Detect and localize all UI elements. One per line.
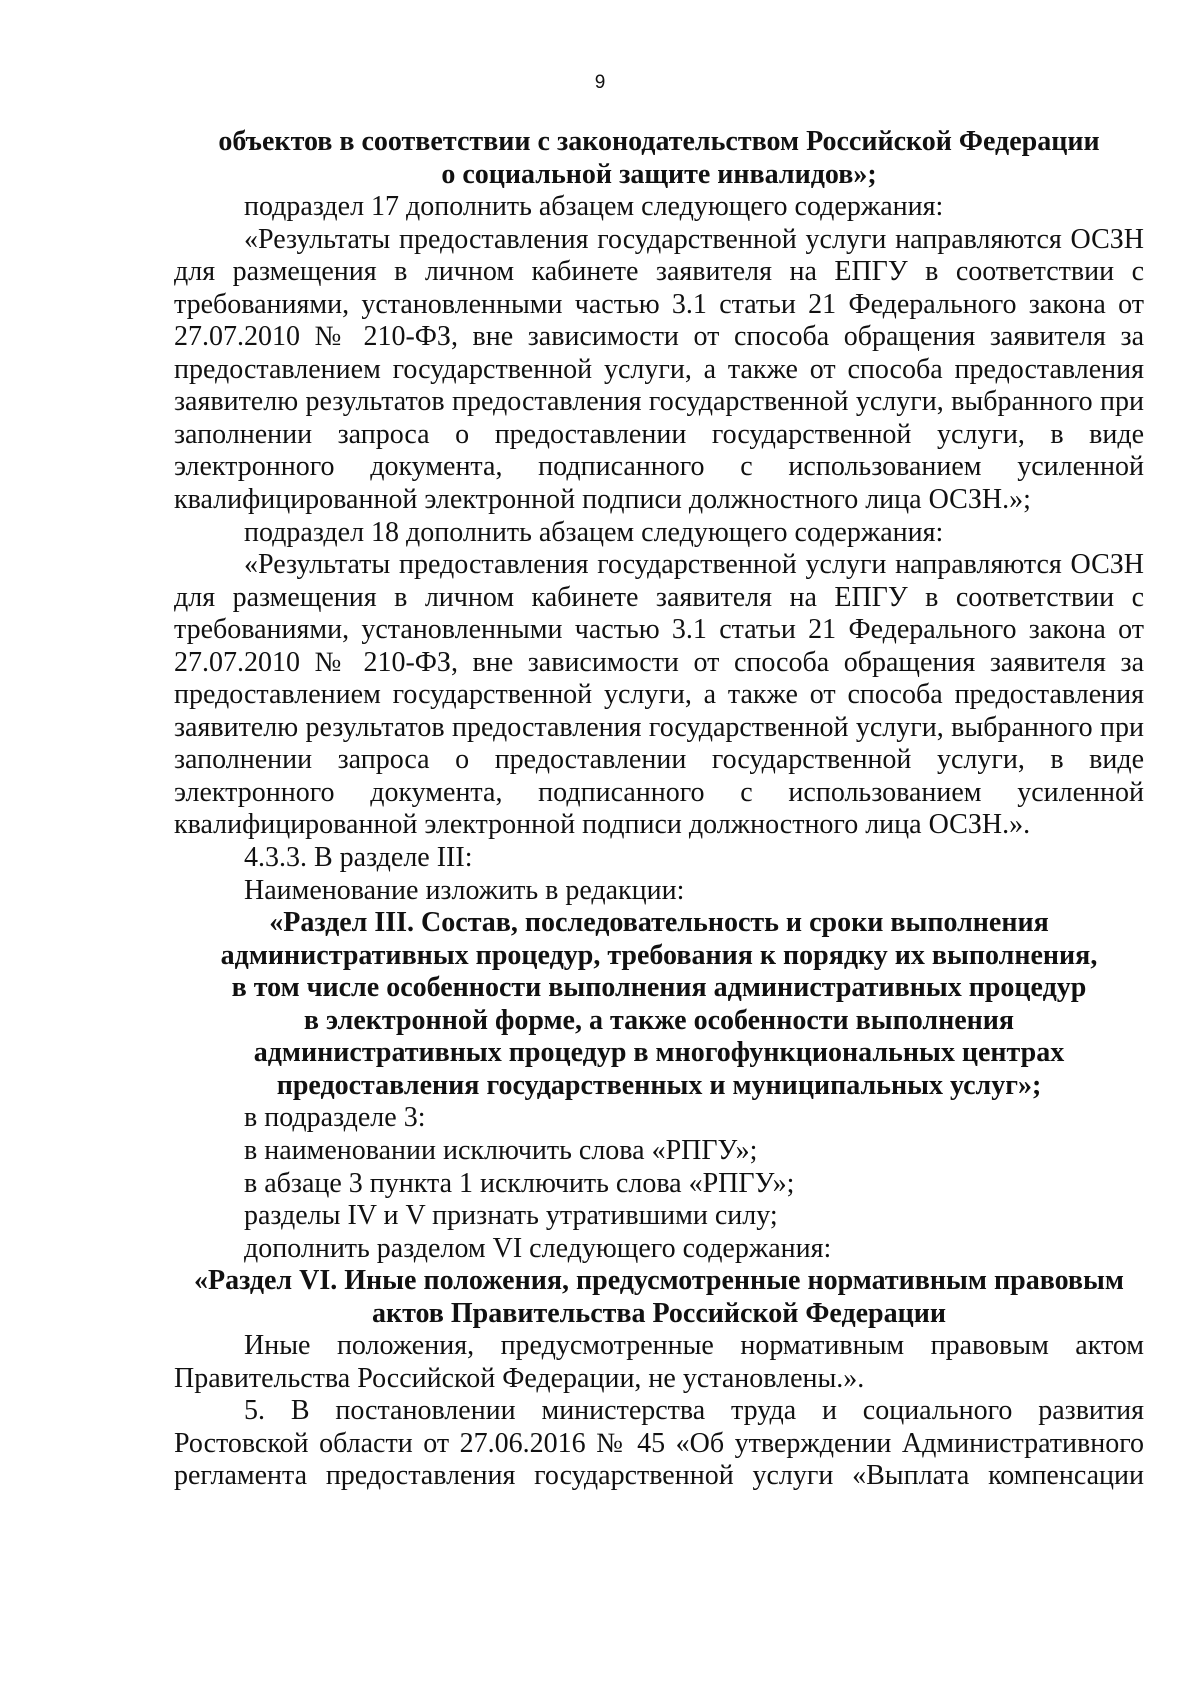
- paragraph: подраздел 18 дополнить абзацем следующего содержания:: [244, 516, 944, 548]
- paragraph: «Результаты предоставления государственной услуги направляются ОСЗН для размещения в личном кабинете заявителя на ЕПГУ в соответствии с требованиями, установленными частью 3.1 статьи 21 Федерального закона от 27.07.2010 № 210-ФЗ, вне зависимости от способа обращения заявителя за предоставлением государственной услуги, а также от способа предоставления заявителю результатов предоставления государственной услуги, выбранного при заполнении запроса о предоставлении государственной услуги, в виде электронного документа, подписанного с использованием усиленной квалифицированной электронной подписи должностного лица ОСЗН.»;: [174, 223, 1144, 516]
- paragraph: подраздел 17 дополнить абзацем следующего содержания:: [244, 191, 944, 223]
- paragraph: 5. В постановлении министерства труда и социального развития Ростовской области от 27.06.2016 № 45 «Об утверждении Административного регламента предоставления государственной услуги «Выплата компенсации: [174, 1395, 1144, 1492]
- section-heading-line: предоставления государственных и муниципальных услуг»;: [276, 1069, 1042, 1101]
- paragraph: разделы IV и V признать утратившими силу;: [244, 1200, 778, 1232]
- document-body: [174, 126, 1144, 1493]
- paragraph: в подразделе 3:: [244, 1102, 426, 1134]
- paragraph: в абзаце 3 пункта 1 исключить слова «РПГУ»;: [244, 1167, 795, 1199]
- section-heading-line: в том числе особенности выполнения административных процедур: [231, 972, 1087, 1004]
- heading-line: объектов в соответствии с законодательством Российской Федерации: [218, 126, 1100, 157]
- section-heading-line: в электронной форме, а также особенности выполнения: [303, 1004, 1015, 1036]
- paragraph: дополнить разделом VI следующего содержания:: [244, 1232, 832, 1264]
- page-number: 9: [594, 72, 606, 93]
- section-heading-line: актов Правительства Российской Федерации: [371, 1297, 947, 1329]
- paragraph: 4.3.3. В разделе III:: [244, 842, 473, 874]
- paragraph: Иные положения, предусмотренные нормативным правовым актом Правительства Российской Федерации, не установлены.».: [174, 1330, 1144, 1394]
- paragraph: в наименовании исключить слова «РПГУ»;: [244, 1134, 758, 1166]
- heading-line: о социальной защите инвалидов»;: [441, 158, 877, 190]
- section-heading-line: «Раздел III. Состав, последовательность и сроки выполнения: [269, 907, 1049, 939]
- paragraph: Наименование изложить в редакции:: [244, 874, 685, 906]
- section-heading-line: «Раздел VI. Иные положения, предусмотренные нормативным правовым: [193, 1265, 1124, 1297]
- paragraph: «Результаты предоставления государственной услуги направляются ОСЗН для размещения в личном кабинете заявителя на ЕПГУ в соответствии с требованиями, установленными частью 3.1 статьи 21 Федерального закона от 27.07.2010 № 210-ФЗ, вне зависимости от способа обращения заявителя за предоставлением государственной услуги, а также от способа предоставления заявителю результатов предоставления государственной услуги, выбранного при заполнении запроса о предоставлении государственной услуги, в виде электронного документа, подписанного с использованием усиленной квалифицированной электронной подписи должностного лица ОСЗН.».: [174, 549, 1144, 841]
- section-heading-line: административных процедур в многофункциональных центрах: [253, 1037, 1065, 1069]
- section-heading-line: административных процедур, требования к порядку их выполнения,: [220, 939, 1098, 971]
